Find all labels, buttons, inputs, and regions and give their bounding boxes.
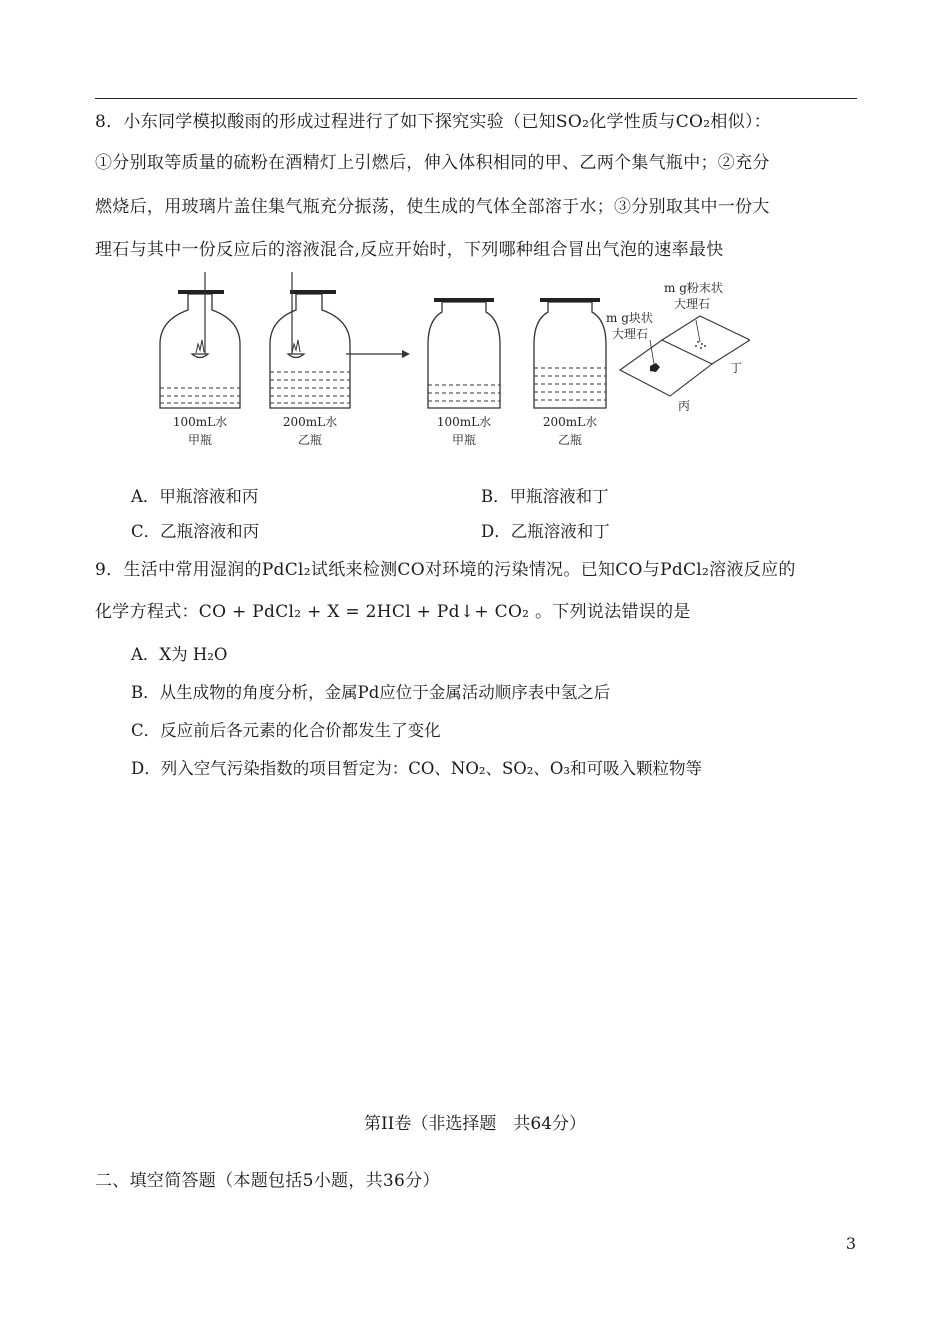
bottle4-volume: 200mL水 bbox=[542, 415, 598, 429]
q9-option-c: C．反应前后各元素的化合价都发生了变化 bbox=[131, 721, 441, 740]
volume-title: 第II卷（非选择题 共64分） bbox=[363, 1114, 587, 1134]
plate-label-bing: 丙 bbox=[677, 399, 691, 413]
flame-icon bbox=[292, 340, 300, 353]
bottle1-volume: 100mL水 bbox=[172, 415, 228, 429]
q9-option-a: A．X为 H₂O bbox=[131, 645, 228, 664]
plate-ding bbox=[662, 316, 750, 364]
glass-plate bbox=[540, 298, 600, 302]
plate-bing bbox=[620, 340, 712, 396]
powder-label-1: m g粉末状 bbox=[664, 281, 723, 295]
bottle3-name: 甲瓶 bbox=[451, 433, 477, 447]
glass-plate bbox=[178, 290, 224, 294]
bottle-jia-burning bbox=[160, 272, 240, 447]
glass-plate bbox=[434, 298, 494, 302]
bottle2-name: 乙瓶 bbox=[297, 433, 323, 447]
q8-text-line-1: 8．小东同学模拟酸雨的形成过程进行了如下探究实验（已知SO₂化学性质与CO₂相似）： bbox=[95, 112, 772, 132]
q9-option-b: B．从生成物的角度分析，金属Pd应位于金属活动顺序表中氢之后 bbox=[131, 683, 611, 702]
glass-plate bbox=[290, 290, 336, 294]
q8-text-line-2: ①分别取等质量的硫粉在酒精灯上引燃后，伸入体积相同的甲、乙两个集气瓶中；②充分 bbox=[95, 153, 770, 173]
q8-option-d: D．乙瓶溶液和丁 bbox=[481, 522, 610, 541]
arrow-icon bbox=[346, 350, 410, 358]
lump-label-1: m g块状 bbox=[606, 311, 653, 325]
q8-option-a: A．甲瓶溶液和丙 bbox=[131, 487, 259, 506]
lump-label-2: 大理石 bbox=[612, 327, 649, 341]
marble-plates bbox=[606, 280, 750, 413]
bottle4-name: 乙瓶 bbox=[557, 433, 583, 447]
part-title: 二、填空简答题（本题包括5小题，共36分） bbox=[95, 1171, 440, 1191]
q8-option-b: B．甲瓶溶液和丁 bbox=[481, 487, 609, 506]
q9-text-line-2: 化学方程式：CO + PdCl₂ + X = 2HCl + Pd↓+ CO₂ 。下列说法错误的是 bbox=[95, 602, 691, 622]
page-number: 3 bbox=[845, 1234, 856, 1253]
lump-marble bbox=[650, 363, 660, 372]
bottle3-volume: 100mL水 bbox=[436, 415, 492, 429]
q9-text-line-1: 9．生活中常用湿润的PdCl₂试纸来检测CO对环境的污染情况。已知CO与PdCl₂溶液反应的 bbox=[95, 560, 796, 580]
q8-option-c: C．乙瓶溶液和丙 bbox=[131, 522, 260, 541]
plate-label-ding: 丁 bbox=[729, 361, 743, 375]
bottle-jia-covered bbox=[428, 298, 500, 447]
header-rule bbox=[95, 98, 857, 99]
bottle-yi-burning bbox=[270, 272, 350, 447]
bottle2-volume: 200mL水 bbox=[282, 415, 338, 429]
experiment-figure bbox=[150, 268, 750, 458]
flame-icon bbox=[196, 340, 204, 353]
bottle1-name: 甲瓶 bbox=[187, 433, 213, 447]
bottle-yi-covered bbox=[534, 298, 606, 447]
q8-text-line-4: 理石与其中一份反应后的溶液混合,反应开始时，下列哪种组合冒出气泡的速率最快 bbox=[95, 240, 724, 260]
powder-label-2: 大理石 bbox=[674, 297, 711, 311]
q8-text-line-3: 燃烧后，用玻璃片盖住集气瓶充分振荡，使生成的气体全部溶于水；③分别取其中一份大 bbox=[95, 197, 770, 217]
q9-option-d: D．列入空气污染指数的项目暂定为：CO、NO₂、SO₂、O₃和可吸入颗粒物等 bbox=[131, 759, 703, 778]
